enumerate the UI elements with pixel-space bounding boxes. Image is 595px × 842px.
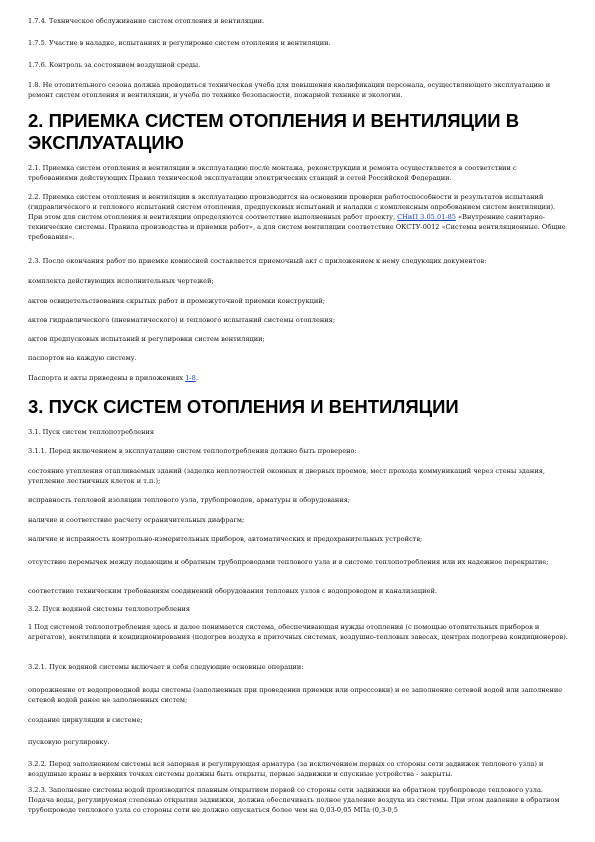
paragraph-3-2-1: 3.2.1. Пуск водяной системы включает в себя следующие основные операции: <box>28 663 304 671</box>
footnote-1: 1 Под системой теплопотребления здесь и далее понимается система, обеспечивающая нужды отопления (с помощью отопительных приборов и агрегатов), вентиляции и кондиционирования (подогрев воздуха в приточных системах, воздушно-тепловых завесах, центрах подогрева кондиционеров). <box>28 623 568 641</box>
list-item: паспортов на каждую систему. <box>28 354 137 362</box>
list-item: соответствие техническим требованиям соединений оборудования тепловых узлов с водопроводом и канализацией. <box>28 587 437 595</box>
paragraph-3-2: 3.2. Пуск водяной системы теплопотребления <box>28 605 191 613</box>
paragraph-2-2-text-a: 2.2. Приемка систем отопления и вентиляции в эксплуатацию производится на основании проверки работоспособности и результатов испытаний (гидравлического и теплового испытаний систем отопления, предпусковых испытаний и наладки с комплексным опробованием систем вентиляции). При этом для систем отопления и вентиляции определяются соответствие выполненных работ проекту, <box>28 193 556 221</box>
paragraph-3-1: 3.1. Пуск систем теплопотребления <box>28 428 155 436</box>
appendix-text-b: . <box>195 374 198 382</box>
paragraph-2-2-text-b: «Внутренние санитарно-технические системы. Правила производства и приемки работ», а для систем вентиляции соответствие ОКСТУ-0012 «Системы вентиляционные. Общие требования». <box>28 213 566 241</box>
paragraph-2-3: 2.3. После окончания работ по приемке комиссией составляется приемочный акт с приложением к нему следующих документов: <box>28 257 487 265</box>
paragraph-1-7-5: 1.7.5. Участие в наладке, испытаниях и регулировке систем отопления и вентиляции. <box>28 39 331 47</box>
list-item: наличие и исправность контрольно-измерительных приборов, автоматических и предохранительных устройств; <box>28 535 423 543</box>
list-item: состояние утепления отапливаемых зданий (заделка неплотностей оконных и дверных проемов, мест прохода коммуникаций через стены здания, утепление лестничных клеток и т.п.); <box>28 467 545 485</box>
list-item: отсутствие перемычек между подающим и обратным трубопроводами теплового узла и в системе теплопотребления или их надежное перекрытие; <box>28 558 549 566</box>
paragraph-3-2-2: 3.2.2. Перед заполнением системы вся запорная и регулирующая арматура (за исключением первых со стороны сети задвижек теплового узла) и воздушные краны в верхних точках системы должны быть открыты, первые задвижки и спускные устройства - закрыты. <box>28 760 544 778</box>
appendix-text-a: Паспорта и акты приведены в приложениях <box>28 374 186 382</box>
section-2-heading: 2. ПРИЕМКА СИСТЕМ ОТОПЛЕНИЯ И ВЕНТИЛЯЦИИ В ЭКСПЛУАТАЦИЮ <box>28 110 520 153</box>
section-3-heading: 3. ПУСК СИСТЕМ ОТОПЛЕНИЯ И ВЕНТИЛЯЦИИ <box>28 396 459 417</box>
paragraph-3-1-1: 3.1.1. Перед включением в эксплуатацию систем теплопотребления должно быть проверено: <box>28 447 357 455</box>
list-item: актов освидетельствования скрытых работ и промежуточной приемки конструкций; <box>28 297 325 305</box>
paragraph-1-7-4: 1.7.4. Техническое обслуживание систем отопления и вентиляции. <box>28 17 265 25</box>
appendix-link[interactable]: 1-8 <box>185 374 196 382</box>
list-item: наличие и соответствие расчету ограничительных диафрагм; <box>28 516 245 524</box>
snip-link[interactable]: СНиП 3.05.01-85 <box>397 213 456 221</box>
list-item: создание циркуляции в системе; <box>28 716 143 724</box>
paragraph-2-2 <box>28 192 568 242</box>
paragraph-appendix <box>28 373 568 383</box>
list-item: актов предпусковых испытаний и регулировки систем вентиляции; <box>28 335 265 343</box>
list-item: опорожнение от водопроводной воды системы (заполненных при проведении приемки или опрессовки) и ее заполнение сетевой водой или заполнение сетевой водой ранее не заполненных систем; <box>28 686 563 704</box>
list-item: комплекта действующих исполнительных чертежей; <box>28 277 214 285</box>
paragraph-2-1: 2.1. Приемка систем отопления и вентиляции в эксплуатацию после монтажа, реконструкции и ремонта осуществляется в соответствии с требованиями действующих Правил технической эксплуатации электрических станций и сетей Российской Федерации. <box>28 164 517 182</box>
paragraph-1-8: 1.8. Не отопительного сезона должна проводиться техническая учеба для повышения квалификации персонала, осуществляющего эксплуатацию и ремонт систем отопления и вентиляции, и учеба по технике безопасности, пожарной технике и экологии. <box>28 81 551 99</box>
list-item: пусковую регулировку. <box>28 738 110 746</box>
paragraph-3-2-3: 3.2.3. Заполнение системы водой производится плавным открытием первой со стороны сети задвижки на обратном трубопроводе теплового узла. Подача воды, регулируемая степенью открытия задвижки, должна обеспечивать полное удаление воздуха из системы. При этом давление в обратном трубопроводе теплового узла со стороны сети не должно опускаться более чем на 0,03-0,05 МПа (0,3-0,5 <box>28 786 560 814</box>
list-item: актов гидравлического (пневматического) и теплового испытаний системы отопления; <box>28 316 336 324</box>
paragraph-1-7-6: 1.7.6. Контроль за состоянием воздушной среды. <box>28 61 201 69</box>
list-item: исправность тепловой изоляции теплового узла, трубопроводов, арматуры и оборудования; <box>28 496 351 504</box>
